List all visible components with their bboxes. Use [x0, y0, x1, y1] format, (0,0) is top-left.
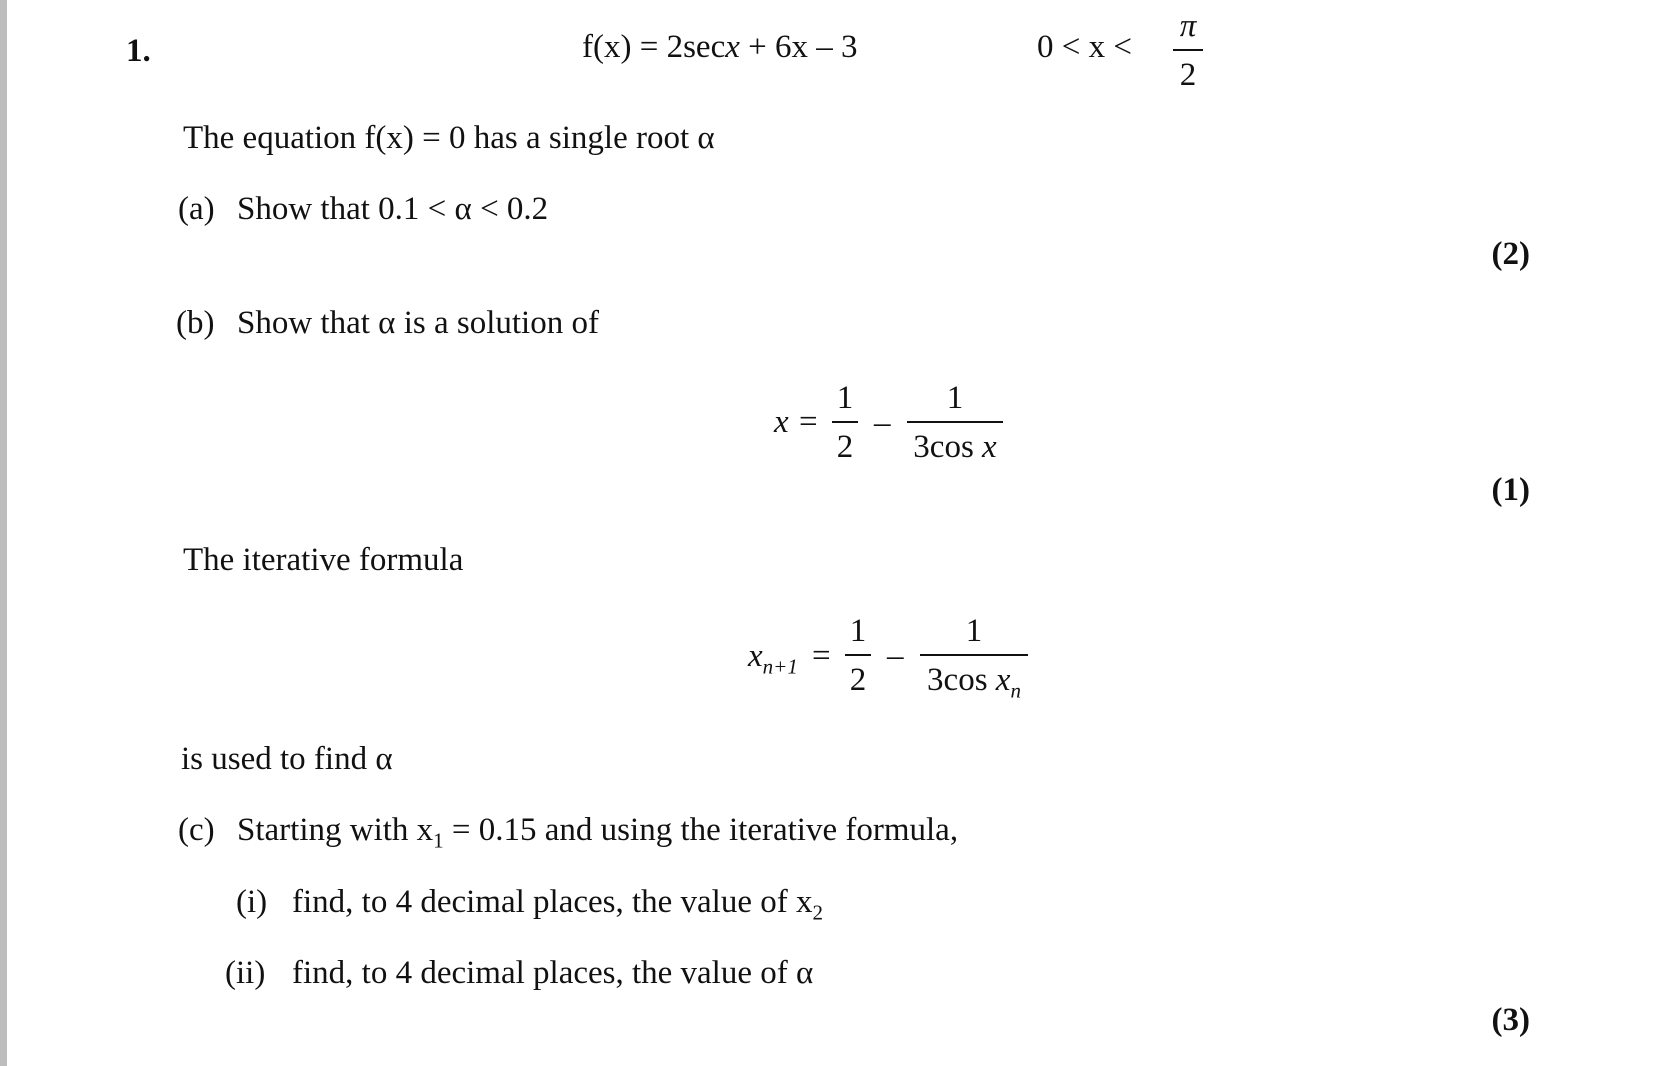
pi-over-two-fraction: π 2 — [1173, 10, 1203, 92]
domain-inequality: 0 < x < — [1037, 29, 1132, 65]
part-c-label: (c) — [178, 812, 215, 848]
part-c-i-label: (i) — [236, 884, 268, 920]
left-margin-rule — [0, 0, 7, 1066]
iterative-minus: – — [887, 638, 904, 674]
part-c-marks: (3) — [1491, 1002, 1530, 1038]
part-a-label: (a) — [178, 191, 215, 227]
function-definition: f(x) = 2secx + 6x – 3 — [582, 29, 858, 65]
iterative-half: 1 2 — [845, 615, 871, 697]
iterative-outro: is used to find α — [181, 741, 393, 777]
iterative-equals: = — [812, 638, 831, 674]
part-b-text: Show that α is a solution of — [237, 305, 599, 341]
part-b-marks: (1) — [1491, 472, 1530, 508]
equation-b-half: 1 2 — [832, 382, 858, 464]
equation-b-fraction: 1 3cos x — [907, 382, 1003, 464]
equation-b-minus: – — [874, 405, 891, 441]
part-c-text: Starting with $x_1 = 0.15$ and using the iterative formula, — [237, 812, 959, 853]
iterative-lhs: $x_{n+1}$ — [748, 638, 798, 679]
part-a-text: Show that 0.1 < α < 0.2 — [237, 191, 549, 227]
question-number: 1. — [126, 33, 151, 69]
part-c-i-text: find, to 4 decimal places, the value of $x_2$ — [292, 884, 823, 925]
part-b-label: (b) — [176, 305, 215, 341]
iterative-fraction: 1 3cos $x_n$ — [920, 615, 1028, 701]
part-c-ii-label: (ii) — [225, 955, 266, 991]
intro-text: The equation f(x) = 0 has a single root α — [183, 120, 715, 156]
equation-b-lhs: x = — [774, 404, 820, 440]
part-a-marks: (2) — [1491, 236, 1530, 272]
iterative-intro: The iterative formula — [183, 542, 464, 578]
part-c-ii-text: find, to 4 decimal places, the value of α — [292, 955, 814, 991]
